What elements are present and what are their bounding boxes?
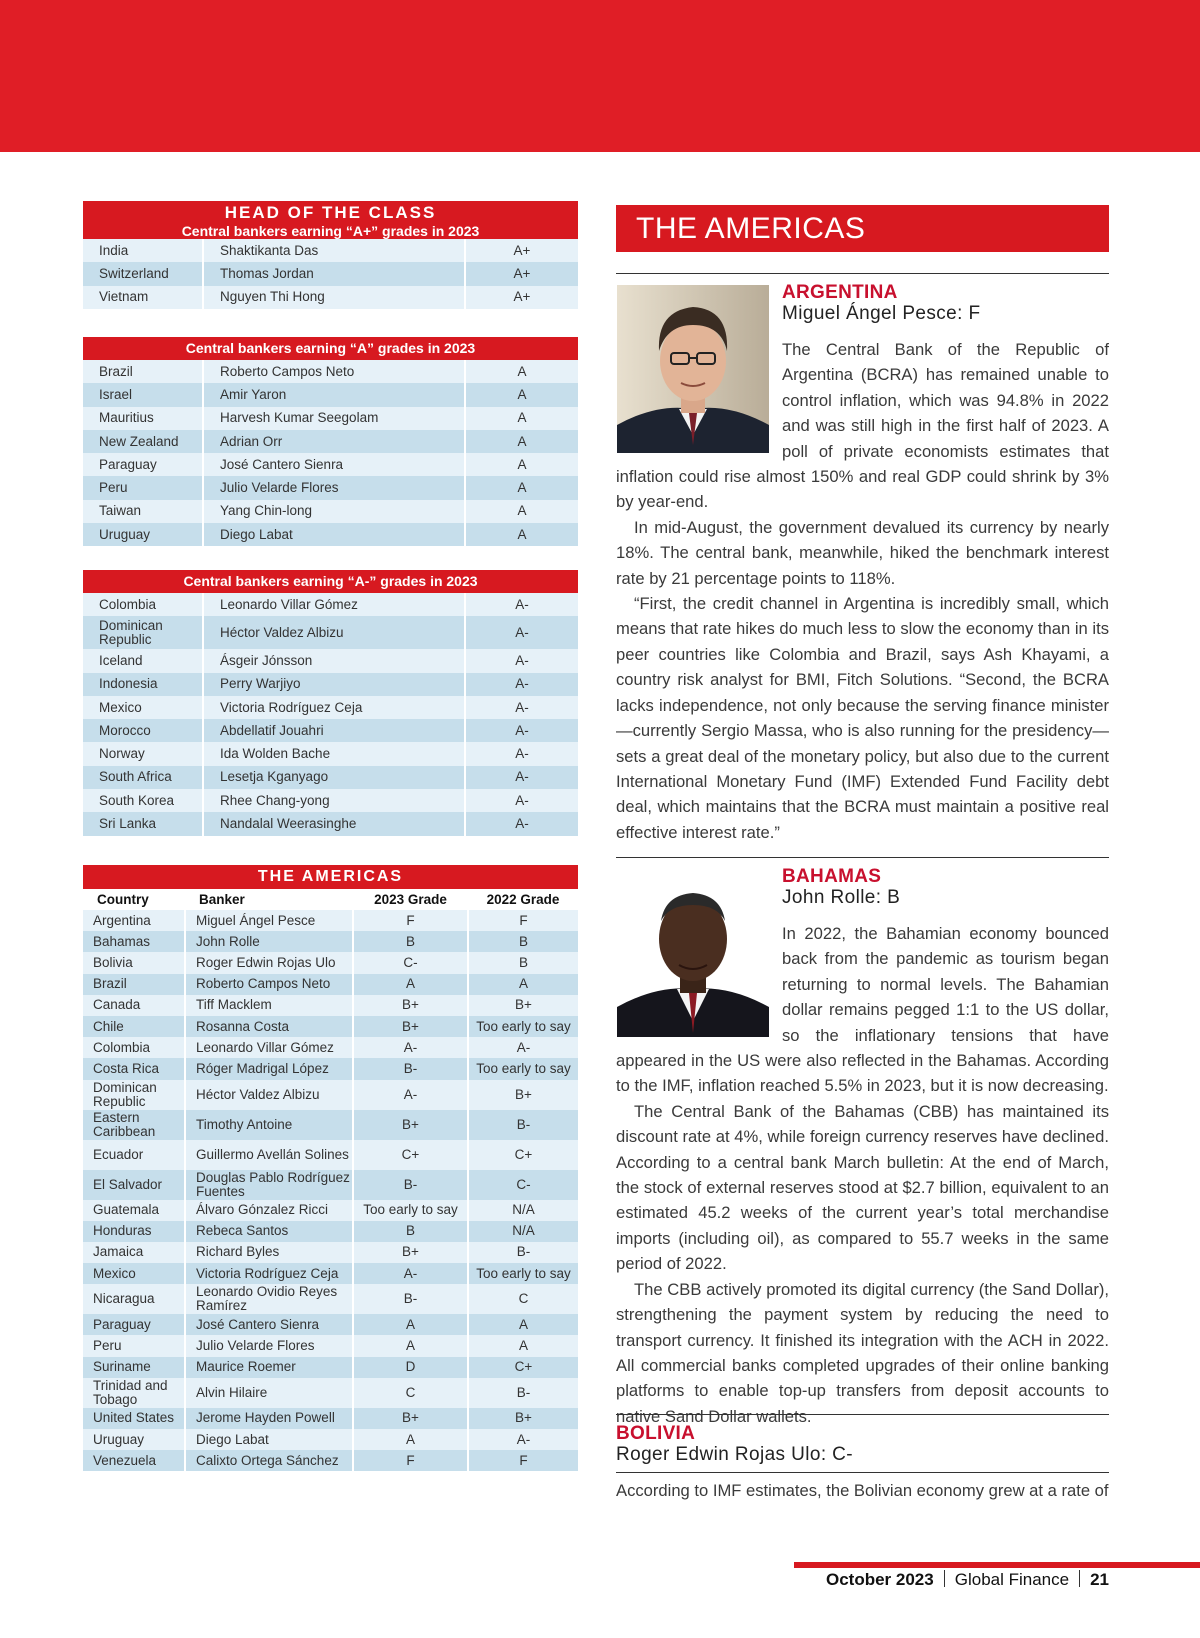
banker-cell: Amir Yaron	[203, 383, 465, 406]
country-cell: Uruguay	[83, 1429, 185, 1450]
bahamas-country: BAHAMAS	[782, 866, 882, 887]
table-row	[83, 1242, 578, 1263]
country-cell: Uruguay	[83, 523, 203, 546]
grade-cell: A-	[465, 649, 578, 672]
table-row	[83, 995, 578, 1016]
table-row	[83, 500, 578, 523]
banker-cell: Julio Velarde Flores	[185, 1335, 353, 1356]
country-cell: Bolivia	[83, 952, 185, 973]
grade-2023-cell: A	[353, 1314, 468, 1335]
bahamas-banker-grade: John Rolle: B	[782, 887, 901, 908]
banker-cell: Róger Madrigal López	[185, 1058, 353, 1079]
banker-cell: Álvaro Gónzalez Ricci	[185, 1200, 353, 1221]
country-cell: Argentina	[83, 910, 185, 931]
table-row	[83, 616, 578, 649]
banker-cell: Nandalal Weerasinghe	[203, 812, 465, 835]
country-cell: Peru	[83, 1335, 185, 1356]
grade-2023-cell: A-	[353, 1263, 468, 1284]
aplus-grade-table	[83, 201, 578, 309]
grade-2023-cell: C	[353, 1378, 468, 1408]
banker-cell: Ida Wolden Bache	[203, 742, 465, 765]
grade-2022-cell: C+	[468, 1357, 578, 1378]
argentina-article	[616, 337, 1109, 845]
grade-cell: A	[465, 383, 578, 406]
grade-2023-cell: B	[353, 931, 468, 952]
col-banker: Banker	[185, 889, 353, 910]
country-cell: Sri Lanka	[83, 812, 203, 835]
table-row	[83, 1429, 578, 1450]
banker-cell: Yang Chin-long	[203, 500, 465, 523]
country-cell: Dominican Republic	[83, 1080, 185, 1110]
grade-2023-cell: F	[353, 910, 468, 931]
country-cell: Eastern Caribbean	[83, 1110, 185, 1140]
bolivia-banker-grade: Roger Edwin Rojas Ulo: C-	[616, 1444, 854, 1465]
table-row	[83, 1335, 578, 1356]
country-cell: Taiwan	[83, 500, 203, 523]
top-color-band	[0, 0, 1200, 152]
grade-2023-cell: A-	[353, 1037, 468, 1058]
aminus-table-body	[83, 593, 578, 836]
grade-2022-cell: B+	[468, 1080, 578, 1110]
table-row	[83, 1284, 578, 1314]
grade-cell: A+	[465, 286, 578, 309]
grade-2023-cell: B+	[353, 1110, 468, 1140]
americas-grade-table	[83, 865, 578, 1471]
country-cell: Paraguay	[83, 1314, 185, 1335]
grade-2022-cell: Too early to say	[468, 1016, 578, 1037]
grade-cell: A	[465, 360, 578, 383]
country-cell: Chile	[83, 1016, 185, 1037]
aminus-table-title: Central bankers earning “A-” grades in 2023	[183, 573, 478, 589]
bahamas-paragraph-3: The CBB actively promoted its digital currency (the Sand Dollar), strengthening the payment system by reducing the need to transport currency. It finished its integration with the ACH in 2022. All commercial banks completed upgrades of their online banking platforms to enable top-up transfers from deposit accounts to native Sand Dollar wallets.	[616, 1279, 1109, 1426]
banker-cell: Guillermo Avellán Solines	[185, 1140, 353, 1170]
grade-2022-cell: B-	[468, 1378, 578, 1408]
country-cell: United States	[83, 1408, 185, 1429]
a-table-title: Central bankers earning “A” grades in 2023	[185, 340, 476, 356]
americas-table-title: THE AMERICAS	[257, 868, 404, 885]
table-row	[83, 453, 578, 476]
grade-2023-cell: B+	[353, 1242, 468, 1263]
bolivia-rule	[616, 1414, 1109, 1415]
banker-cell: Nguyen Thi Hong	[203, 286, 465, 309]
banker-cell: Roger Edwin Rojas Ulo	[185, 952, 353, 973]
grade-2022-cell: A-	[468, 1429, 578, 1450]
grade-2022-cell: A-	[468, 1037, 578, 1058]
country-cell: Mexico	[83, 1263, 185, 1284]
country-cell: Brazil	[83, 974, 185, 995]
table-row	[83, 910, 578, 931]
banker-cell: Roberto Campos Neto	[185, 974, 353, 995]
table-row	[83, 1016, 578, 1037]
float-spacer	[616, 921, 782, 1045]
grade-2023-cell: D	[353, 1357, 468, 1378]
grade-2022-cell: Too early to say	[468, 1058, 578, 1079]
table-row	[83, 1408, 578, 1429]
page-footer	[826, 1567, 1109, 1593]
country-cell: Morocco	[83, 719, 203, 742]
table-row	[83, 766, 578, 789]
grade-cell: A-	[465, 593, 578, 616]
grade-2023-cell: B+	[353, 1016, 468, 1037]
grade-cell: A-	[465, 742, 578, 765]
table-row	[83, 1080, 578, 1110]
argentina-paragraph-3: “First, the credit channel in Argentina is incredibly small, which means that rate hikes do much less to slow the economy than in its peer countries like Colombia and Brazil, says Ash Khayami, a country risk analyst for BMI, Fitch Solutions. “Second, the BCRA lacks independence, not only because the serving finance minister—currently Sergio Massa, who is also running for the presidency—sets a great deal of the monetary policy, but also due to the current International Monetary Fund (IMF) Extended Fund Facility debt deal, which maintains that the BCRA must maintain a positive real effective interest rate.”	[616, 594, 1109, 842]
country-cell: Canada	[83, 995, 185, 1016]
table-row	[83, 719, 578, 742]
grade-2023-cell: B	[353, 1221, 468, 1242]
banker-cell: Lesetja Kganyago	[203, 766, 465, 789]
banker-cell: Julio Velarde Flores	[203, 476, 465, 499]
grade-2023-cell: B+	[353, 995, 468, 1016]
grade-2022-cell: B+	[468, 995, 578, 1016]
table-row	[83, 1037, 578, 1058]
banker-cell: Leonardo Ovidio Reyes Ramírez	[185, 1284, 353, 1314]
banker-cell: Timothy Antoine	[185, 1110, 353, 1140]
grade-cell: A	[465, 523, 578, 546]
footer-month: October 2023	[826, 1570, 934, 1589]
americas-table-header	[83, 865, 578, 889]
banker-cell: Rebeca Santos	[185, 1221, 353, 1242]
country-cell: Colombia	[83, 1037, 185, 1058]
grade-2022-cell: C-	[468, 1170, 578, 1200]
country-cell: Dominican Republic	[83, 616, 203, 649]
table-row	[83, 523, 578, 546]
banker-cell: Héctor Valdez Albizu	[203, 616, 465, 649]
country-cell: Nicaragua	[83, 1284, 185, 1314]
footer-separator	[944, 1570, 945, 1587]
grade-cell: A-	[465, 673, 578, 696]
banker-cell: Roberto Campos Neto	[203, 360, 465, 383]
banker-cell: Ásgeir Jónsson	[203, 649, 465, 672]
banker-cell: Victoria Rodríguez Ceja	[185, 1263, 353, 1284]
banker-cell: Jerome Hayden Powell	[185, 1408, 353, 1429]
banker-cell: Douglas Pablo Rodríguez Fuentes	[185, 1170, 353, 1200]
banker-cell: Leonardo Villar Gómez	[185, 1037, 353, 1058]
country-cell: Peru	[83, 476, 203, 499]
col-2022-grade: 2022 Grade	[468, 889, 578, 910]
banker-cell: Diego Labat	[185, 1429, 353, 1450]
banker-cell: José Cantero Sienra	[203, 453, 465, 476]
argentina-rule	[616, 273, 1109, 274]
grade-2022-cell: A	[468, 974, 578, 995]
grade-2023-cell: C+	[353, 1140, 468, 1170]
table-row	[83, 262, 578, 285]
table-row	[83, 1378, 578, 1408]
grade-2023-cell: B-	[353, 1170, 468, 1200]
grade-2023-cell: A	[353, 1335, 468, 1356]
banker-cell: Calixto Ortega Sánchez	[185, 1450, 353, 1471]
country-cell: Mexico	[83, 696, 203, 719]
banker-cell: Diego Labat	[203, 523, 465, 546]
grade-cell: A	[465, 500, 578, 523]
aminus-grade-table	[83, 570, 578, 836]
table-row	[83, 952, 578, 973]
table-row	[83, 696, 578, 719]
country-cell: El Salvador	[83, 1170, 185, 1200]
grade-2022-cell: Too early to say	[468, 1263, 578, 1284]
col-2023-grade: 2023 Grade	[353, 889, 468, 910]
grade-2023-cell: B-	[353, 1058, 468, 1079]
argentina-paragraph-1: The Central Bank of the Republic of Argentina (BCRA) has remained unable to control inflation, which was 94.8% in 2022 and was still high in the first half of 2023. A poll of private economists estimates that inflation could rise almost 150% and real GDP could shrink by 3% by year-end.	[616, 340, 1109, 512]
banker-cell: Alvin Hilaire	[185, 1378, 353, 1408]
country-cell: Switzerland	[83, 262, 203, 285]
bahamas-paragraph-1: In 2022, the Bahamian economy bounced back from the pandemic as tourism began returning to normal levels. The Bahamian dollar remains pegged 1:1 to the US dollar, so the inflationary tensions that have appeared in the US were also reflected in the Bahamas. According to the IMF, inflation reached 5.5% in 2023, but it is now decreasing.	[616, 924, 1109, 1096]
country-cell: Colombia	[83, 593, 203, 616]
float-spacer	[616, 337, 782, 461]
table-row	[83, 649, 578, 672]
a-table-body	[83, 360, 578, 546]
footer-magazine: Global Finance	[954, 1570, 1070, 1589]
country-cell: Ecuador	[83, 1140, 185, 1170]
country-cell: Brazil	[83, 360, 203, 383]
banker-cell: Leonardo Villar Gómez	[203, 593, 465, 616]
bolivia-paragraph-1: According to IMF estimates, the Bolivian economy grew at a rate of	[616, 1481, 1109, 1500]
a-grade-table	[83, 337, 578, 546]
bahamas-article	[616, 921, 1109, 1429]
bahamas-paragraph-2: The Central Bank of the Bahamas (CBB) has maintained its discount rate at 4%, while foreign currency reserves have declined. According to a central bank March bulletin: At the end of March, the stock of external reserves stood at $2.7 billion, equivalent to an estimated 45.2 weeks of the current year’s total merchandise imports (including oil), as compared to 55.7 weeks in the same period of 2022.	[616, 1101, 1109, 1274]
country-cell: Israel	[83, 383, 203, 406]
banker-cell: José Cantero Sienra	[185, 1314, 353, 1335]
country-cell: South Korea	[83, 789, 203, 812]
grade-2022-cell: C	[468, 1284, 578, 1314]
country-cell: Suriname	[83, 1357, 185, 1378]
table-row	[83, 1450, 578, 1471]
banker-cell: Rhee Chang-yong	[203, 789, 465, 812]
banker-cell: John Rolle	[185, 931, 353, 952]
banker-cell: Perry Warjiyo	[203, 673, 465, 696]
grade-2023-cell: F	[353, 1450, 468, 1471]
argentina-banker-grade: Miguel Ángel Pesce: F	[782, 303, 981, 324]
a-table-header	[83, 337, 578, 360]
grade-2022-cell: B-	[468, 1242, 578, 1263]
americas-table-body	[83, 910, 578, 1471]
aplus-table-title: Central bankers earning “A+” grades in 2023	[181, 223, 480, 239]
banker-cell: Héctor Valdez Albizu	[185, 1080, 353, 1110]
grade-cell: A+	[465, 262, 578, 285]
table-row	[83, 407, 578, 430]
grade-2022-cell: B+	[468, 1408, 578, 1429]
grade-2023-cell: B+	[353, 1408, 468, 1429]
country-cell: Guatemala	[83, 1200, 185, 1221]
bolivia-country: BOLIVIA	[616, 1423, 696, 1444]
table-row	[83, 1058, 578, 1079]
banker-cell: Tiff Macklem	[185, 995, 353, 1016]
banker-cell: Maurice Roemer	[185, 1357, 353, 1378]
grade-2022-cell: A	[468, 1335, 578, 1356]
grade-2023-cell: C-	[353, 952, 468, 973]
grade-2022-cell: F	[468, 910, 578, 931]
grade-cell: A-	[465, 789, 578, 812]
grade-2022-cell: N/A	[468, 1221, 578, 1242]
banker-cell: Shaktikanta Das	[203, 239, 465, 262]
table-row	[83, 974, 578, 995]
table-row	[83, 360, 578, 383]
grade-2023-cell: B-	[353, 1284, 468, 1314]
table-row	[83, 812, 578, 835]
grade-cell: A-	[465, 719, 578, 742]
grade-2022-cell: C+	[468, 1140, 578, 1170]
aminus-table-header	[83, 570, 578, 593]
table-row	[83, 1200, 578, 1221]
country-cell: Iceland	[83, 649, 203, 672]
page-number: 21	[1090, 1570, 1109, 1589]
table-row	[83, 286, 578, 309]
country-cell: Bahamas	[83, 931, 185, 952]
country-cell: Mauritius	[83, 407, 203, 430]
banker-cell: Adrian Orr	[203, 430, 465, 453]
banker-cell: Abdellatif Jouahri	[203, 719, 465, 742]
head-of-class-title: HEAD OF THE CLASS	[224, 203, 437, 222]
country-cell: South Africa	[83, 766, 203, 789]
banker-cell: Richard Byles	[185, 1242, 353, 1263]
banker-cell: Thomas Jordan	[203, 262, 465, 285]
country-cell: Norway	[83, 742, 203, 765]
table-row	[83, 383, 578, 406]
grade-2023-cell: A	[353, 1429, 468, 1450]
banker-cell: Rosanna Costa	[185, 1016, 353, 1037]
table-row	[83, 1170, 578, 1200]
country-cell: Vietnam	[83, 286, 203, 309]
table-row	[83, 931, 578, 952]
grade-2022-cell: B-	[468, 1110, 578, 1140]
country-cell: Paraguay	[83, 453, 203, 476]
aplus-table-body	[83, 239, 578, 309]
grade-cell: A	[465, 453, 578, 476]
grade-2022-cell: F	[468, 1450, 578, 1471]
grade-cell: A-	[465, 696, 578, 719]
argentina-country: ARGENTINA	[782, 282, 898, 303]
banker-cell: Victoria Rodríguez Ceja	[203, 696, 465, 719]
table-row	[83, 673, 578, 696]
col-country: Country	[83, 889, 185, 910]
footer-separator	[1079, 1570, 1080, 1587]
grade-cell: A+	[465, 239, 578, 262]
aplus-table-header	[83, 201, 578, 239]
grade-cell: A-	[465, 766, 578, 789]
grade-2022-cell: B	[468, 931, 578, 952]
country-cell: Jamaica	[83, 1242, 185, 1263]
table-row	[83, 593, 578, 616]
country-cell: Indonesia	[83, 673, 203, 696]
grade-2023-cell: Too early to say	[353, 1200, 468, 1221]
table-row	[83, 1263, 578, 1284]
country-cell: New Zealand	[83, 430, 203, 453]
banker-cell: Harvesh Kumar Seegolam	[203, 407, 465, 430]
grade-cell: A	[465, 430, 578, 453]
grade-cell: A-	[465, 616, 578, 649]
table-row	[83, 430, 578, 453]
grade-2023-cell: A-	[353, 1080, 468, 1110]
table-row	[83, 1110, 578, 1140]
table-row	[83, 1221, 578, 1242]
grade-2022-cell: B	[468, 952, 578, 973]
grade-cell: A	[465, 476, 578, 499]
banker-cell: Miguel Ángel Pesce	[185, 910, 353, 931]
country-cell: Costa Rica	[83, 1058, 185, 1079]
grade-cell: A	[465, 407, 578, 430]
country-cell: India	[83, 239, 203, 262]
bolivia-subrule	[616, 1472, 1109, 1473]
country-cell: Trinidad and Tobago	[83, 1378, 185, 1408]
table-row	[83, 1314, 578, 1335]
table-row	[83, 789, 578, 812]
grade-2023-cell: A	[353, 974, 468, 995]
country-cell: Venezuela	[83, 1450, 185, 1471]
grade-cell: A-	[465, 812, 578, 835]
grade-2022-cell: N/A	[468, 1200, 578, 1221]
table-row	[83, 476, 578, 499]
section-banner: THE AMERICAS	[616, 205, 1109, 252]
table-row	[83, 1357, 578, 1378]
argentina-paragraph-2: In mid-August, the government devalued its currency by nearly 18%. The central bank, meanwhile, hiked the benchmark interest rate by 21 percentage points to 118%.	[616, 517, 1109, 588]
table-row	[83, 742, 578, 765]
grade-2022-cell: A	[468, 1314, 578, 1335]
table-row	[83, 239, 578, 262]
table-row	[83, 1140, 578, 1170]
country-cell: Honduras	[83, 1221, 185, 1242]
bahamas-rule	[616, 857, 1109, 858]
